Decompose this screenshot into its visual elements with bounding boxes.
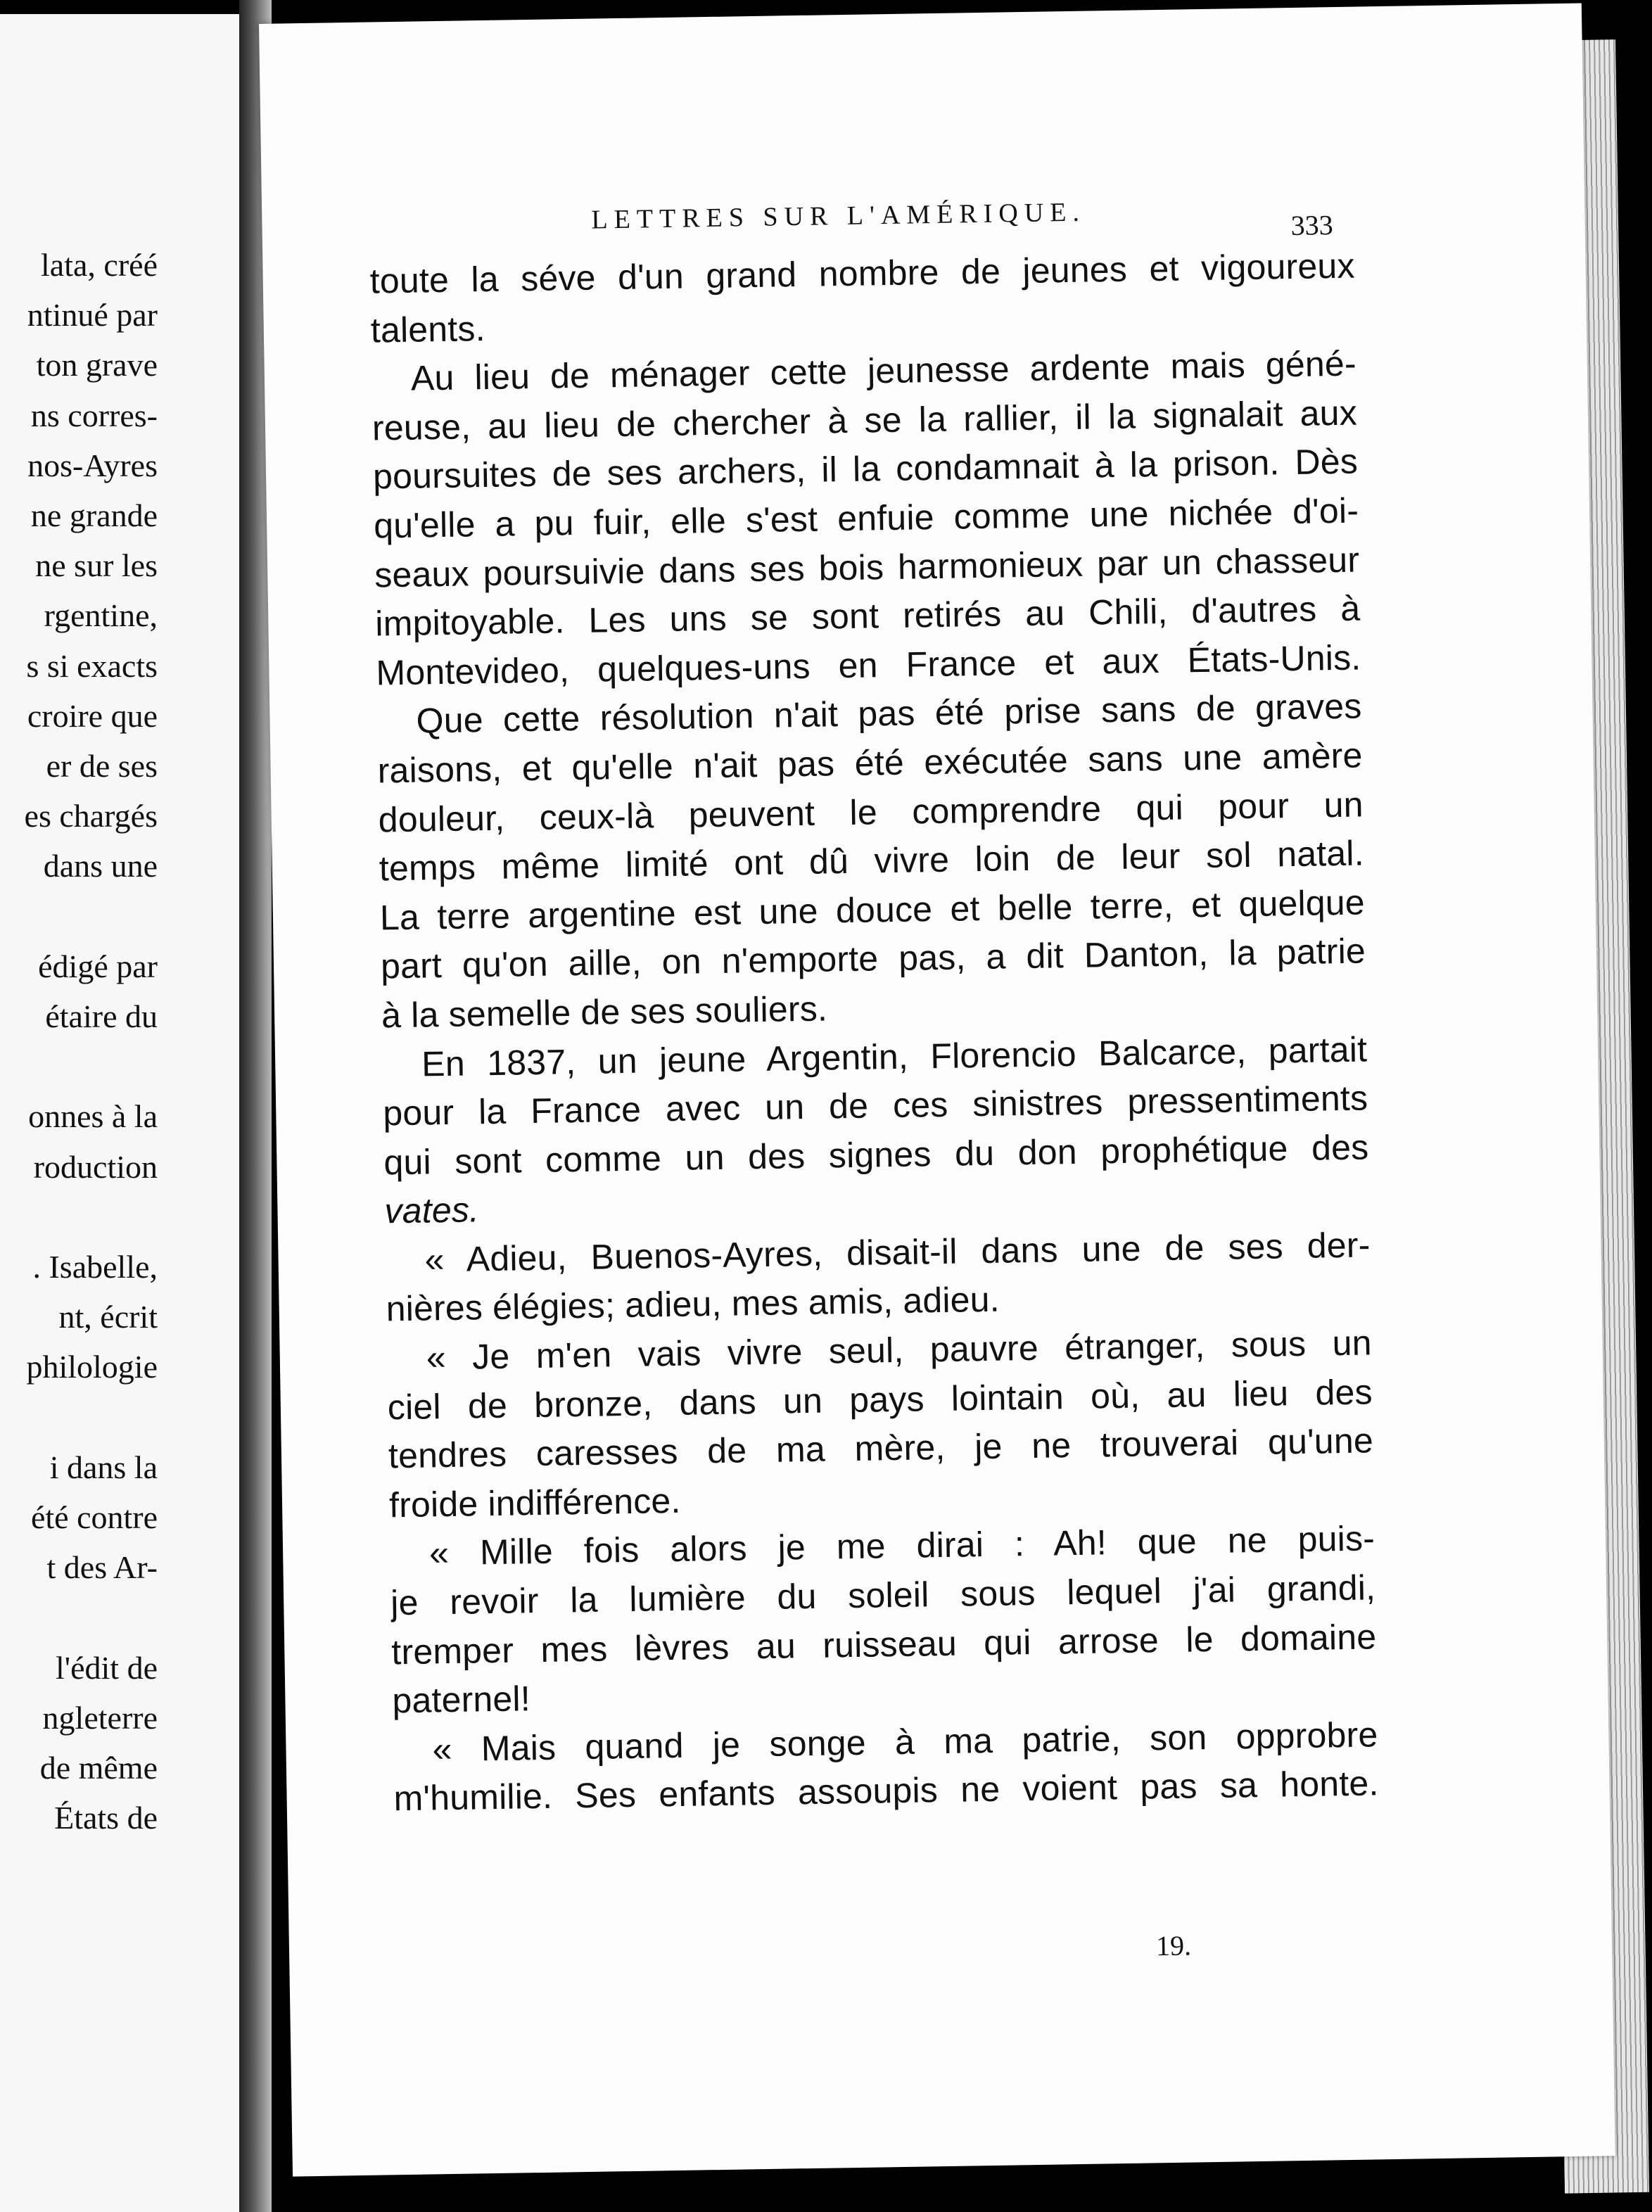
left-page-line: édigé par <box>38 948 158 984</box>
text-line: vates. <box>384 1190 480 1231</box>
text-line: douleur, ceux-là peuvent le comprendre qui pour un <box>378 784 1364 840</box>
left-page-line: i dans la <box>49 1449 158 1485</box>
left-page-line: onnes à la <box>28 1098 158 1135</box>
left-page-line: . Isabelle, <box>32 1249 158 1285</box>
text-line: « Adieu, Buenos-Ayres, disait-il dans une de ses der- <box>424 1225 1371 1280</box>
left-page-line: s si exacts <box>26 647 158 684</box>
text-line: talents. <box>370 308 486 350</box>
left-page-line: roduction <box>33 1148 158 1185</box>
text-line: m'humilie. Ses enfants assoupis ne voient pas sa honte. <box>393 1763 1379 1819</box>
text-line: Au lieu de ménager cette jeunesse ardente mais géné- <box>410 343 1357 398</box>
left-page-line: ns corres- <box>30 397 158 433</box>
left-page-line: ton grave <box>36 347 158 383</box>
text-line: à la semelle de ses souliers. <box>381 989 828 1036</box>
text-line: qu'elle a pu fuir, elle s'est enfuie comme une nichée d'oi- <box>373 490 1359 546</box>
left-page-line: étaire du <box>45 998 158 1034</box>
left-page-line: États de <box>54 1800 158 1836</box>
left-page-line: ngleterre <box>42 1699 158 1736</box>
text-line: toute la séve d'un grand nombre de jeunes et vigoureux <box>369 246 1356 301</box>
left-page-line: de même <box>39 1750 158 1786</box>
text-line: reuse, au lieu de chercher à se la rallier, il la signalait aux <box>371 393 1358 448</box>
left-page-line: rgentine, <box>44 597 158 634</box>
left-page-line: t des Ar- <box>46 1549 158 1586</box>
text-line: temps même limité ont dû vivre loin de leur sol natal. <box>379 833 1365 889</box>
left-page-line: dans une <box>43 848 158 884</box>
left-page-line: ne grande <box>30 497 158 533</box>
text-line: Montevideo, quelques-uns en France et aux États-Unis. <box>376 637 1361 693</box>
text-line: ciel de bronze, dans un pays lointain où, au lieu des <box>387 1372 1373 1428</box>
text-line: Que cette résolution n'ait pas été prise sans de graves <box>416 686 1362 741</box>
text-line: raisons, et qu'elle n'ait pas été exécutée sans une amère <box>377 735 1363 791</box>
text-line: nières élégies; adieu, mes amis, adieu. <box>386 1280 1000 1329</box>
text-line: « Je m'en vais vivre seul, pauvre étranger, sous un <box>426 1323 1373 1378</box>
text-line: impitoyable. Les uns se sont retirés au Chili, d'autres à <box>374 588 1361 644</box>
text-line: « Mille fois alors je me dirai : Ah! que ne puis- <box>428 1518 1375 1573</box>
left-page-line: été contre <box>30 1499 158 1535</box>
left-page-line: er de ses <box>46 748 158 784</box>
text-line: froide indifférence. <box>388 1480 681 1525</box>
left-page-line: l'édit de <box>56 1649 158 1686</box>
running-title: LETTRES SUR L'AMÉRIQUE. <box>591 197 1086 235</box>
text-line: paternel! <box>392 1679 531 1721</box>
text-line: En 1837, un jeune Argentin, Florencio Balcarce, partait <box>421 1029 1368 1084</box>
text-line: tremper mes lèvres au ruisseau qui arrose le domaine <box>390 1616 1377 1672</box>
text-line: poursuites de ses archers, il la condamnait à la prison. Dès <box>372 441 1359 497</box>
page-number: 333 <box>1290 209 1334 241</box>
text-line: « Mais quand je songe à ma patrie, son opprobre <box>432 1715 1378 1769</box>
left-page-line: nt, écrit <box>58 1299 158 1335</box>
left-page-line: nos-Ayres <box>27 447 158 483</box>
left-page-line: lata, créé <box>41 247 158 283</box>
text-line: seaux poursuivie dans ses bois harmonieux par un chasseur <box>374 540 1360 595</box>
text-line: qui sont comme un des signes du don prophétique des <box>383 1127 1369 1183</box>
text-line: part qu'on aille, on n'emporte pas, a dit Danton, la patrie <box>380 931 1366 986</box>
text-line: tendres caresses de ma mère, je ne trouverai qu'une <box>388 1420 1374 1476</box>
body-text <box>369 242 1379 1824</box>
previous-page-fragment <box>0 14 239 2212</box>
left-page-line: ne sur les <box>35 547 158 584</box>
left-page-line: philologie <box>26 1349 158 1385</box>
text-line: je revoir la lumière du soleil sous lequel j'ai grandi, <box>390 1568 1376 1623</box>
current-page <box>259 3 1615 2176</box>
text-line: La terre argentine est une douce et belle terre, et quelque <box>379 882 1366 938</box>
left-page-line: es chargés <box>24 798 158 834</box>
signature-mark: 19. <box>1155 1929 1192 1962</box>
left-page-line: ntinué par <box>27 297 158 333</box>
left-page-line: croire que <box>27 697 158 734</box>
text-line: pour la France avec un de ces sinistres pressentiments <box>382 1078 1368 1133</box>
